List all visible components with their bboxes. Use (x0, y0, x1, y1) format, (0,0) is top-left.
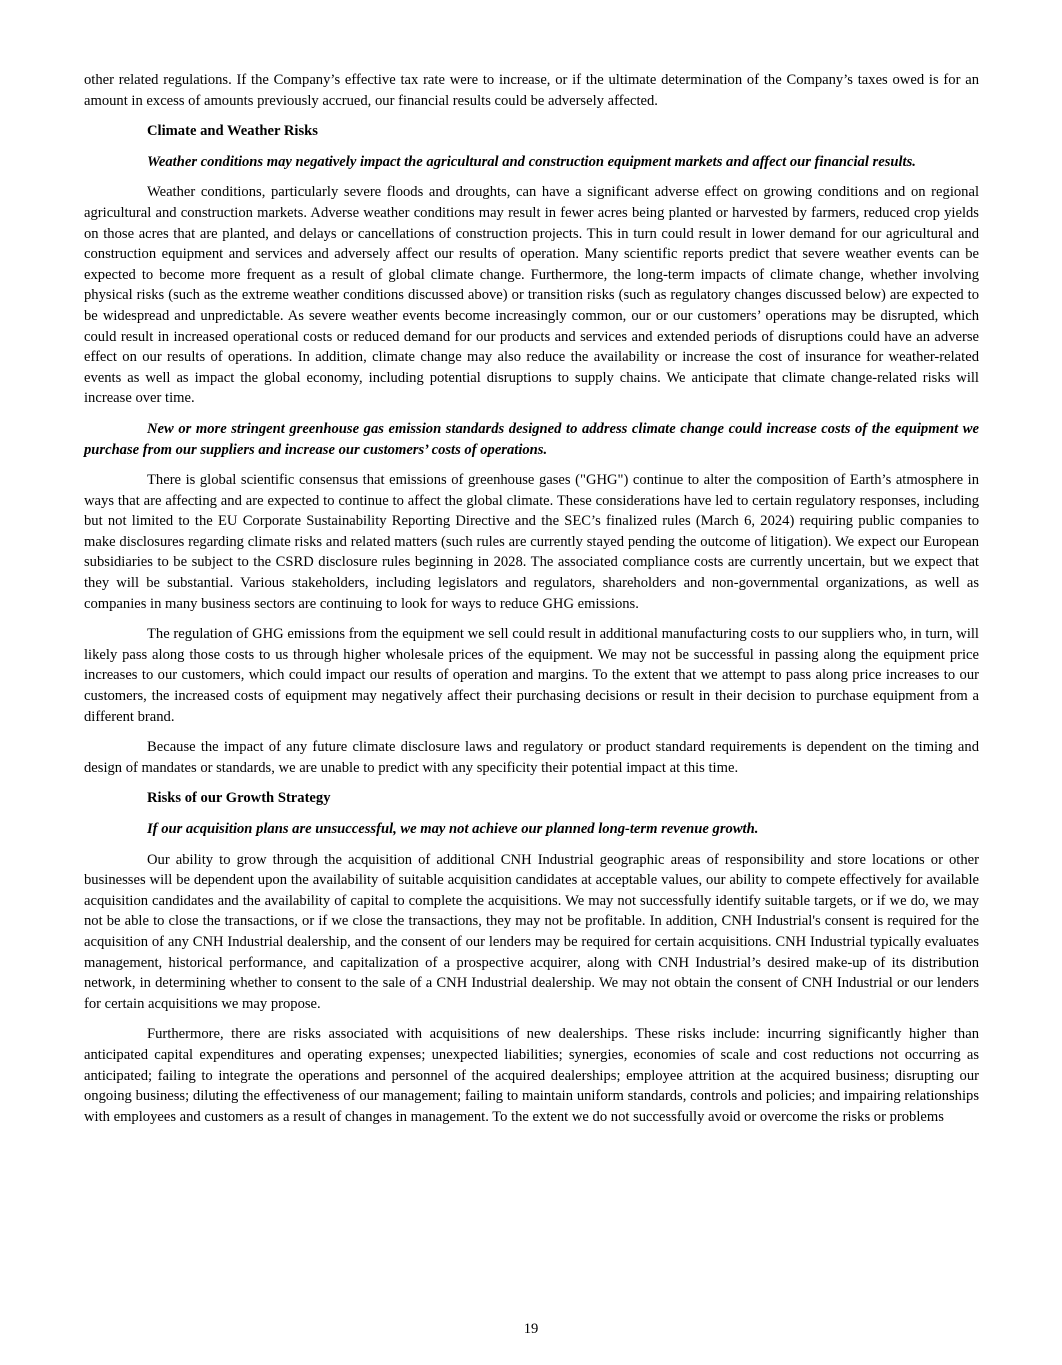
risk-subheading-ghg-standards: New or more stringent greenhouse gas emission standards designed to address climate change could increase costs of the equipment we purchase from our suppliers and increase our customers’ costs of operations. (84, 420, 979, 458)
body-paragraph-continued: other related regulations. If the Company’s effective tax rate were to increase, or if the ultimate determination of the Company’s taxes owed is for an amount in excess of amounts previously accrued, our financial results could be adversely affected. (84, 72, 979, 109)
body-paragraph-acquisition-ability: Our ability to grow through the acquisition of additional CNH Industrial geographic areas of responsibility and store locations or other businesses will be dependent upon the availability of suitable acquisition candidates at acceptable values, our ability to compete effectively for available acquisition candidates and the availability of capital to complete the acquisitions. We may not successfully identify suitable targets, or if we do, we may not be able to close the transactions, or if we close the transactions, they may not be profitable. In addition, CNH Industrial's consent is required for the acquisition of any CNH Industrial dealership, and the consent of our lenders may be required for certain acquisitions. CNH Industrial typically evaluates management, historical performance, and capitalization of a prospective acquirer, along with CNH Industrial’s desired make-up of its distribution network, in determining whether to consent to the sale of a CNH Industrial dealership. We may not obtain the consent of CNH Industrial or our lenders for certain acquisitions we may propose. (84, 851, 979, 1012)
body-paragraph-climate-disclosure: Because the impact of any future climate disclosure laws and regulatory or product standard requirements is dependent on the timing and design of mandates or standards, we are unable to predict with any specificity their potential impact at this time. (84, 739, 979, 776)
risk-subheading-acquisition-plans: If our acquisition plans are unsuccessful, we may not achieve our planned long-term revenue growth. (147, 821, 759, 837)
risk-subheading-weather-conditions: Weather conditions may negatively impact the agricultural and construction equipment markets and affect our financial results. (147, 153, 916, 170)
body-paragraph-acquisition-risks: Furthermore, there are risks associated with acquisitions of new dealerships. These risks include: incurring significantly higher than anticipated capital expenditures and operating expenses; unexpected liabilities; synergies, economies of scale and cost reductions not occurring as anticipated; failing to integrate the operations and personnel of the acquired dealerships; employee attrition at the acquired business; disrupting our ongoing business; diluting the effectiveness of our management; failing to maintain uniform standards, controls and policies; and impairing relationships with employees and customers as a result of changes in management. To the extent we do not successfully avoid or overcome the risks or problems (84, 1026, 979, 1125)
section-heading-growth-strategy-risks: Risks of our Growth Strategy (147, 790, 331, 807)
body-paragraph-weather: Weather conditions, particularly severe floods and droughts, can have a significant adverse effect on growing conditions and on regional agricultural and construction markets. Adverse weather conditions may result in fewer acres being planted or harvested by farmers, reduced crop yields on those acres that are planted, and delays or cancellations of construction projects. This in turn could result in lower demand for our agricultural and construction equipment and services and adversely affect our results of operation. Many scientific reports predict that severe weather events can be expected to become more frequent as a result of global climate change. Furthermore, the long-term impacts of climate change, whether involving physical risks (such as the extreme weather conditions discussed above) or transition risks (such as regulatory changes discussed below) are expected to be widespread and unpredictable. As severe weather events become increasingly common, our or our customers’ operations may be disrupted, which could result in increased operational costs or reduced demand for our products and services and extended periods of disruptions could have an adverse effect on our results of operations. In addition, climate change may also reduce the availability or increase the cost of insurance for weather-related events as well as impact the global economy, including potential disruptions to supply chains. We anticipate that climate change-related risks will increase over time. (84, 184, 979, 407)
body-paragraph-ghg-consensus: There is global scientific consensus that emissions of greenhouse gases ("GHG") continue to alter the composition of Earth’s atmosphere in ways that are affecting and are expected to continue to affect the global climate. These considerations have led to certain regulatory responses, including but not limited to the EU Corporate Sustainability Reporting Directive and the SEC’s finalized rules (March 6, 2024) requiring public companies to make disclosures regarding climate risks and related matters (such rules are currently stayed pending the outcome of litigation). We expect our European subsidiaries to be subject to the CSRD disclosure rules beginning in 2028. The associated compliance costs are currently uncertain, but we expect that they will be substantial. Various stakeholders, including legislators and regulators, shareholders and non-governmental organizations, as well as companies in many business sectors are continuing to look for ways to reduce GHG emissions. (84, 472, 979, 612)
document-page (84, 70, 979, 1137)
page-number: 19 (523, 1321, 539, 1337)
body-paragraph-ghg-regulation: The regulation of GHG emissions from the equipment we sell could result in additional manufacturing costs to our suppliers who, in turn, will likely pass along those costs to us through higher wholesale prices of the equipment. We may not be successful in passing along the equipment price increases to our customers, which could impact our results of operation and margins. To the extent that we attempt to pass along price increases to our customers, the increased costs of equipment may negatively affect their purchasing decisions or result in their decision to purchase equipment from a different brand. (84, 626, 979, 725)
section-heading-climate-weather-risks: Climate and Weather Risks (147, 123, 318, 140)
